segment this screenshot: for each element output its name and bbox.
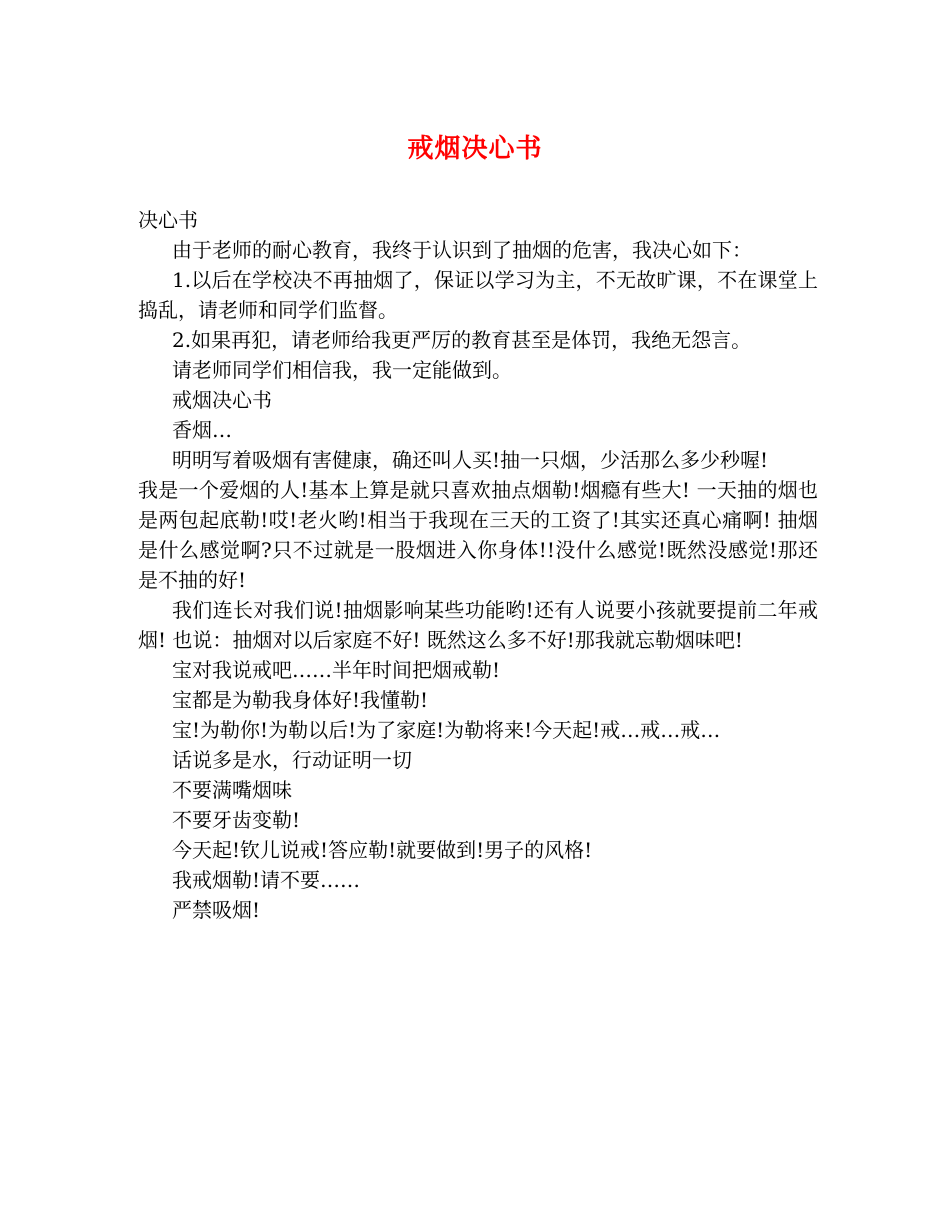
paragraph: 宝都是为勒我身体好!我懂勒! bbox=[172, 688, 429, 712]
paragraph: 我戒烟勒!请不要…… bbox=[172, 868, 361, 892]
paragraph: 不要满嘴烟味 bbox=[172, 778, 292, 802]
paragraph: 宝!为勒你!为勒以后!为了家庭!为勒将来!今天起!戒…戒…戒… bbox=[172, 718, 721, 742]
paragraph: 话说多是水，行动证明一切 bbox=[172, 748, 412, 772]
paragraph: 香烟… bbox=[172, 418, 232, 442]
document-body bbox=[138, 205, 818, 925]
paragraph: 我是一个爱烟的人!基本上算是就只喜欢抽点烟勒!烟瘾有些大! 一天抽的烟也是两包起底勒!哎!老火哟!相当于我现在三天的工资了!其实还真心痛啊! 抽烟是什么感觉啊?只不过就是一股烟进入你身体!!没什么感觉!既然没感觉!那还是不抽的好! bbox=[138, 478, 818, 592]
paragraph: 1.以后在学校决不再抽烟了，保证以学习为主，不无故旷课，不在课堂上捣乱，请老师和同学们监督。 bbox=[138, 268, 818, 322]
paragraph: 不要牙齿变勒! bbox=[172, 808, 301, 832]
paragraph: 宝对我说戒吧……半年时间把烟戒勒! bbox=[172, 658, 501, 682]
paragraph: 2.如果再犯，请老师给我更严厉的教育甚至是体罚，我绝无怨言。 bbox=[172, 328, 752, 352]
paragraph: 由于老师的耐心教育，我终于认识到了抽烟的危害，我决心如下： bbox=[172, 238, 752, 262]
paragraph: 今天起!钦儿说戒!答应勒!就要做到!男子的风格! bbox=[172, 838, 593, 862]
paragraph: 明明写着吸烟有害健康，确还叫人买!抽一只烟，少活那么多少秒喔! bbox=[172, 448, 769, 472]
paragraph: 我们连长对我们说!抽烟影响某些功能哟!还有人说要小孩就要提前二年戒烟! 也说：抽烟对以后家庭不好! 既然这么多不好!那我就忘勒烟味吧! bbox=[138, 598, 818, 652]
paragraph: 戒烟决心书 bbox=[172, 388, 272, 412]
heading: 决心书 bbox=[138, 208, 198, 232]
page-title: 戒烟决心书 bbox=[407, 134, 543, 164]
paragraph: 严禁吸烟! bbox=[172, 898, 261, 922]
paragraph: 请老师同学们相信我，我一定能做到。 bbox=[172, 358, 512, 382]
